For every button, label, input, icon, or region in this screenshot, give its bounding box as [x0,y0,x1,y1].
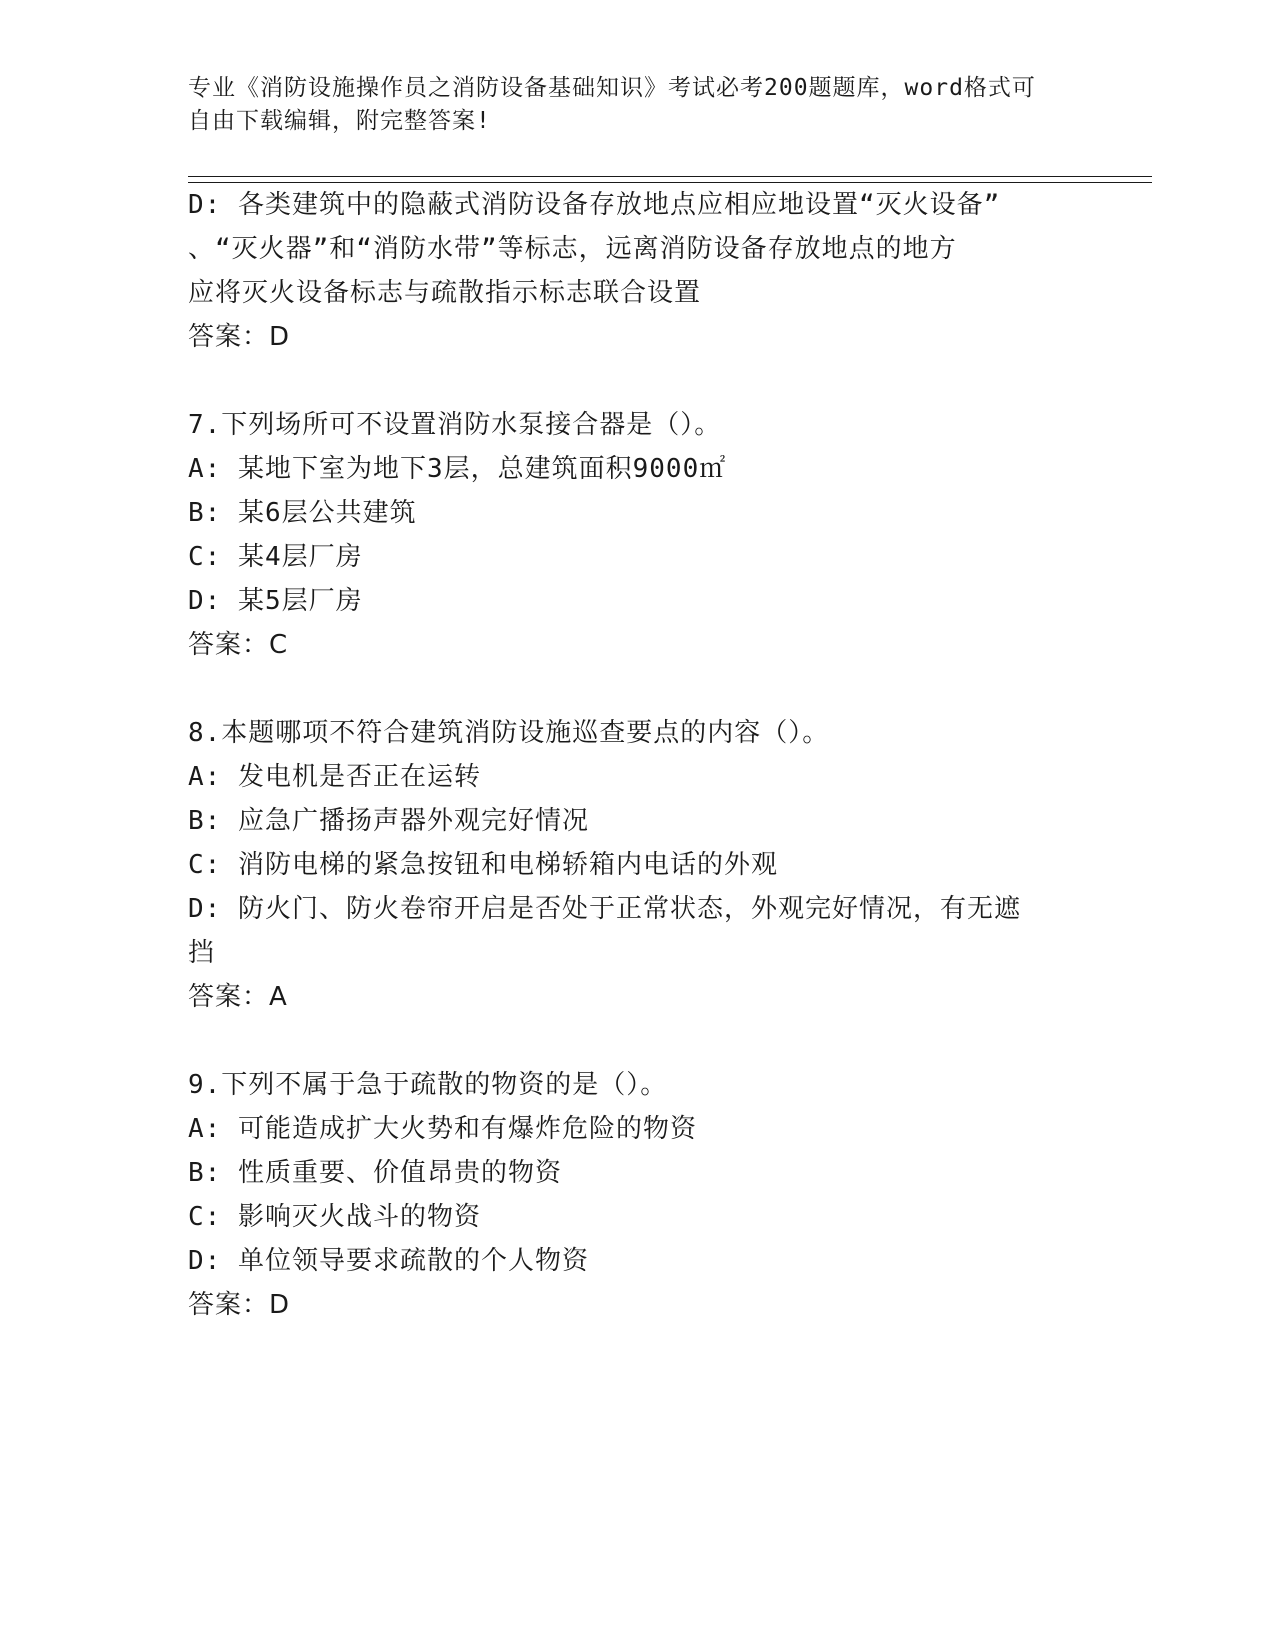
question-8-option-d-cont: 挡 [188,938,216,968]
prev-answer: 答案：D [188,322,291,352]
question-9-answer: 答案：D [188,1290,291,1320]
header-line-2: 自由下载编辑，附完整答案! [188,108,491,134]
question-8-stem: 8.本题哪项不符合建筑消防设施巡查要点的内容（）。 [188,718,830,748]
document-header [188,72,1068,138]
header-divider-top [188,176,1152,177]
question-9-option-b: B: 性质重要、价值昂贵的物资 [188,1158,562,1188]
prev-option-d-line-3: 应将灭火设备标志与疏散指示标志联合设置 [188,278,702,308]
question-9-option-a: A: 可能造成扩大火势和有爆炸危险的物资 [188,1114,697,1144]
question-8-option-d: D: 防火门、防火卷帘开启是否处于正常状态，外观完好情况，有无遮 [188,894,1021,924]
question-9-stem: 9.下列不属于急于疏散的物资的是（）。 [188,1070,668,1100]
prev-option-d-line-1: D: 各类建筑中的隐蔽式消防设备存放地点应相应地设置“灭火设备” [188,190,1001,220]
prev-option-d-line-2: 、“灭火器”和“消防水带”等标志，远离消防设备存放地点的地方 [188,234,957,264]
question-7-answer: 答案：C [188,630,289,660]
question-9-option-d: D: 单位领导要求疏散的个人物资 [188,1246,589,1276]
question-8-option-a: A: 发电机是否正在运转 [188,762,481,792]
question-7-option-d: D: 某5层厂房 [188,586,363,616]
question-8-answer: 答案：A [188,982,288,1012]
question-7-stem: 7.下列场所可不设置消防水泵接合器是（）。 [188,410,722,440]
question-9-option-c: C: 影响灭火战斗的物资 [188,1202,481,1232]
question-8-option-c: C: 消防电梯的紧急按钮和电梯轿箱内电话的外观 [188,850,778,880]
header-line-1: 专业《消防设施操作员之消防设备基础知识》考试必考200题题库，word格式可 [188,75,1036,101]
question-7-option-b: B: 某6层公共建筑 [188,498,417,528]
question-8-option-b: B: 应急广播扬声器外观完好情况 [188,806,589,836]
question-7-option-c: C: 某4层厂房 [188,542,363,572]
header-divider-bottom [188,182,1152,183]
question-7-option-a: A: 某地下室为地下3层，总建筑面积9000㎡ [188,454,727,484]
